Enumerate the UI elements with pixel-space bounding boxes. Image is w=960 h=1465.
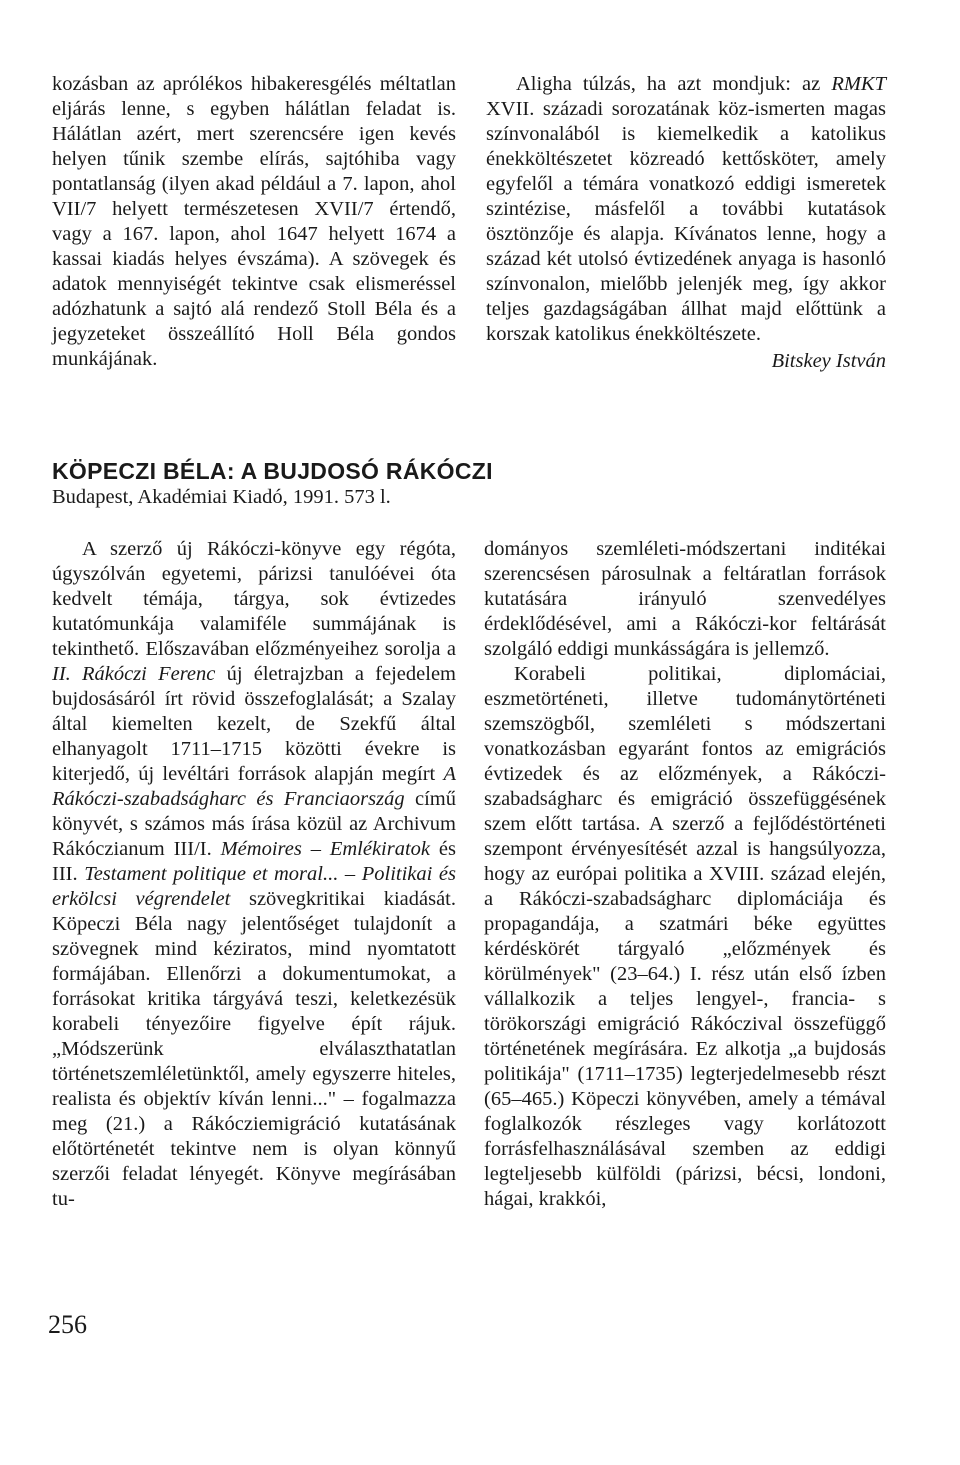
page-number: 256 bbox=[48, 1310, 87, 1339]
review-column-right bbox=[484, 537, 886, 1212]
paragraph: kozásban az aprólékos hibakeresgélés méltatlan eljárás lenne, s egyben hálátlan feladat is. Hálátlan azért, mert szerencsére igen kevés helyen tűnik szembe elírás, sajtóhiba vagy pontatlanság (ilyen akad például a 7. lapon, ahol VII/7 helyett természetesen XVII/7 értendő, vagy a 167. lapon, ahol 1647 helyett 1674 a kassai kiadás helyes évszáma). A szövegek és adatok mennyiségét tekintve csak elismeréssel adózhatunk a sajtó alá rendező Stoll Béla és a jegyzeteket összeállító Holl Béla gondos munkájának. bbox=[52, 73, 456, 370]
paragraph: dományos szemléleti-módszertani inditékai szerencsésen párosulnak a feltáratlan források kutatására irányuló szenvedélyes érdeklődésével, ami a Rákóczi-kor feltárását szolgáló eddigi munkásságára is jellemző. bbox=[484, 538, 886, 660]
publication-info: Budapest, Akadémiai Kiadó, 1991. 573 l. bbox=[52, 486, 391, 508]
review-heading: KÖPECZI BÉLA: A BUJDOSÓ RÁKÓCZI bbox=[52, 458, 493, 484]
previous-review-ending bbox=[52, 72, 456, 372]
previous-review-conclusion bbox=[486, 72, 886, 374]
paragraph: A szerző új Rákóczi-könyve egy régóta, úgyszólván egyetemi, párizsi tanulóévei óta kedvelt témája, tárgya, sok évtizedes kutatómunkája valamiféle summájának is tekinthető. Előszavában előzményeihez sorolja a II. Rákóczi Ferenc új életrajzban a fejedelem bujdosásáról írt rövid összefoglalását; a Szalay által kiemelten kezelt, de Szekfű által elhanyagolt 1711–1715 közötti évekre is kiterjedő, új levéltári források alapján megírt A Rákóczi-szabadságharc és Franciaország című könyvét, s számos más írása közül az Archivum Rákóczianum III/I. Mémoires – Emlékiratok és III. Testament politique et moral... – Politikai és erkölcsi végrendelet szövegkritikai kiadását. Köpeczi Béla nagy jelentőséget tulajdonít a szövegnek mind kéziratos, mind nyomtatott formájában. Ellenőrzi a dokumentumokat, a forrásokat kritika tárgyává teszi, keletkezésük korabeli tényezőire figyelve épít rájuk. „Módszerünk elválaszthatatlan történetszemléletünktől, amely egyszerre hiteles, realista és objektív kíván lenni..." – fogalmazza meg (21.) a Rákócziemigráció kutatásának előtörténetét tekintve nem is olyan könnyű szerzői feladat lényegét. Könyve megírásában tu- bbox=[52, 538, 456, 1210]
review-column-left bbox=[52, 537, 456, 1212]
reviewer-signature: Bitskey István bbox=[771, 350, 886, 372]
paragraph: Aligha túlzás, ha azt mondjuk: az RMKT XVII. századi sorozatának köz-ismerten magas színvonalából is kiemelkedik a katolikus énekköltészetet közreadó kettősköteт, amely egyfelől a témára vonatkozó eddigi ismeretek szintézise, másfelől a további kutatások ösztönzője és alapja. Kívánatos lenne, hogy a század két utolsó évtizedének anyaga is hasonló színvonalon, mielőbb jelenjék meg, így akkor teljes gazdagságában állhat majd előttünk a korszak katolikus énekköltészete. bbox=[486, 73, 886, 345]
paragraph: Korabeli politikai, diplomáciai, eszmetörténeti, illetve tudománytörténeti szemszögből, szemléleti s módszertani vonatkozásban egyaránt fontos az emigrációs évtizedek és az előzmények, a Rákóczi-szabadságharc és emigráció összefüggésének szem előtt tartása. A szerző a fejlődéstörténeti szempont érvényesítését azzal is hangsúlyozza, hogy az európai politika a XVIII. század elején, a Rákóczi-szabadságharc diplomáciája és propagandája, a szatmári béke együttes kérdéskörét tárgyaló „előzmények és körülmények" (23–64.) I. rész után első ízben vállalkozik a teljes lengyel-, francia- s törökországi emigráció Rákóczival összefüggő történetének megírására. Ez alkotja „a bujdosás politikája" (1711–1735) legterjedelmesebb részt (65–465.) Köpeczi könyvében, amely a témával foglalkozók részleges vagy korlátozott forrásfelhasználásával szemben az eddigi legteljesebb külföldi (párizsi, bécsi, londoni, hágai, krakkói, bbox=[484, 663, 886, 1210]
